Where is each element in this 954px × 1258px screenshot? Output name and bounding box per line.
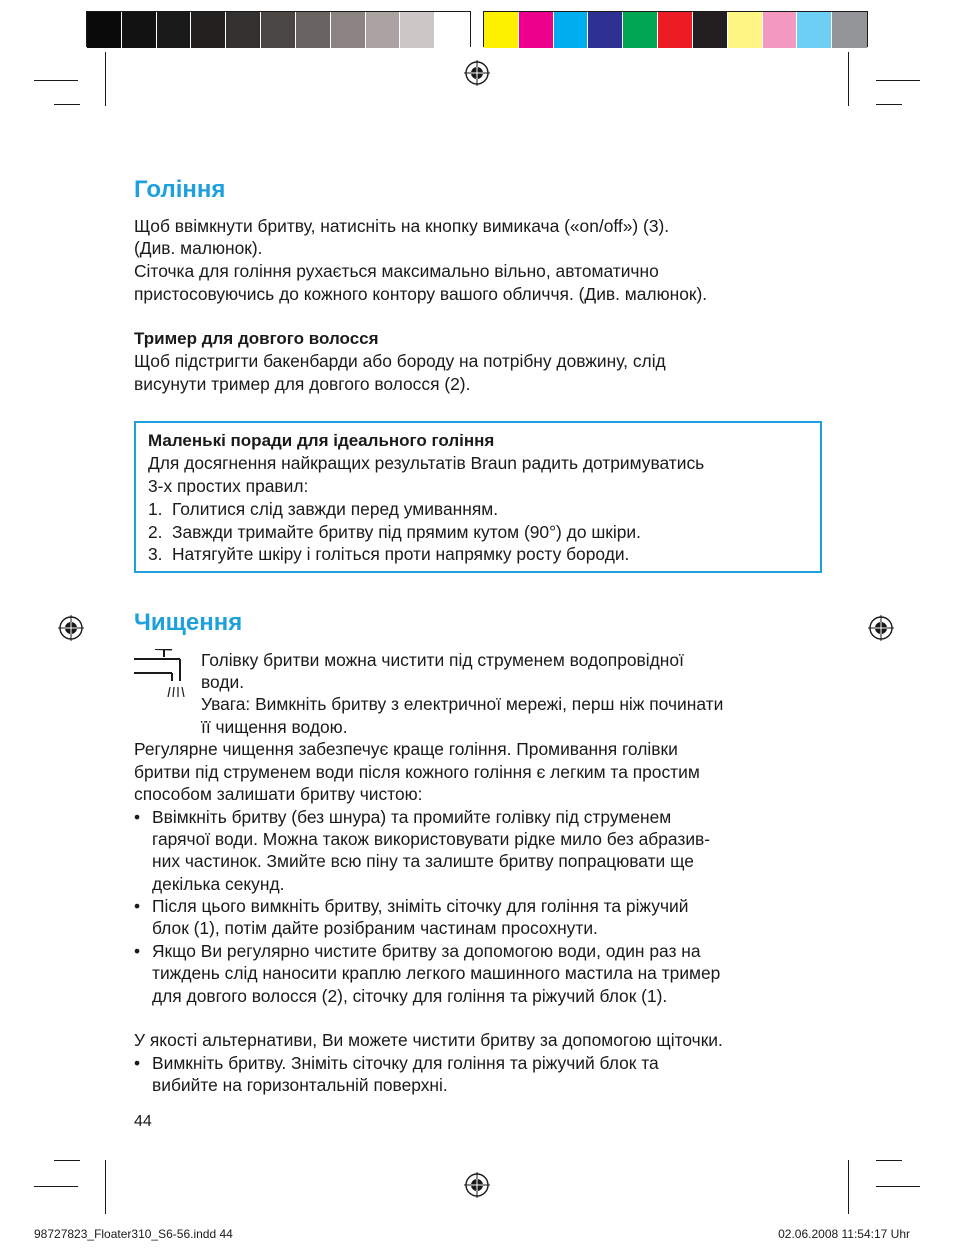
gray-swatch	[157, 12, 192, 48]
registration-mark-icon	[464, 60, 490, 86]
process-colorbar	[483, 11, 868, 47]
gray-swatch	[435, 12, 470, 48]
gray-swatch	[87, 12, 122, 48]
bullet-line: них частинок. Змийте всю піну та залиште бритву попрацювати ще	[152, 851, 694, 871]
bullet-line: вибийте на горизонтальній поверхні.	[152, 1075, 448, 1095]
paragraph-line: її чищення водою.	[201, 717, 348, 737]
paragraph-line: Увага: Вимкніть бритву з електричної мережі, перш ніж починати	[201, 694, 724, 714]
bullet-line: Ввімкніть бритву (без шнура) та промийте голівку під струменем	[152, 807, 672, 827]
color-swatch	[519, 12, 554, 48]
color-swatch	[554, 12, 589, 48]
paragraph-line: бритви під струменем води після кожного гоління є легким та простим	[134, 762, 700, 782]
tips-item-text: Голитися слід завжди перед умиванням.	[172, 499, 499, 519]
paragraph-line: води.	[201, 672, 245, 692]
color-swatch	[484, 12, 519, 48]
tips-item-text: Завжди тримайте бритву під прямим кутом (90°) до шкіри.	[172, 522, 641, 542]
tips-line: Для досягнення найкращих результатів Braun радить дотримуватись	[148, 453, 705, 473]
gray-swatch	[226, 12, 261, 48]
color-swatch	[797, 12, 832, 48]
gray-swatch	[296, 12, 331, 48]
gray-swatch	[400, 12, 435, 48]
water-tap-icon	[134, 649, 188, 705]
bullet-line: Вимкніть бритву. Зніміть сіточку для гоління та ріжучий блок та	[152, 1053, 659, 1073]
color-swatch	[693, 12, 728, 48]
bullet-line: блок (1), потім дайте розібраним частинам просохнути.	[152, 918, 598, 938]
tips-heading: Маленькі поради для ідеального гоління	[148, 431, 495, 450]
section-title-shaving: Гоління	[134, 176, 226, 203]
registration-mark-icon	[464, 1172, 490, 1198]
footer-date-info: 02.06.2008 11:54:17 Uhr	[778, 1227, 910, 1241]
color-swatch	[728, 12, 763, 48]
paragraph-line: Щоб ввімкнути бритву, натисніть на кнопку вимикача («on/off») (3).	[134, 216, 670, 236]
bullet-glyph: •	[134, 807, 141, 827]
paragraph-line: пристосовуючись до кожного контору вашого обличчя. (Див. малюнок).	[134, 284, 708, 304]
bullet-line: тиждень слід наносити краплю легкого машинного мастила на тример	[152, 963, 721, 983]
paragraph-line: (Див. малюнок).	[134, 238, 263, 258]
color-swatch	[588, 12, 623, 48]
footer-file-info: 98727823_Floater310_S6-56.indd 44	[34, 1227, 233, 1241]
grayscale-colorbar	[86, 11, 471, 47]
paragraph-line: Щоб підстригти бакенбарди або бороду на потрібну довжину, слід	[134, 351, 666, 371]
color-swatch	[623, 12, 658, 48]
paragraph-line: висунути тример для довгого волосся (2).	[134, 374, 471, 394]
bullet-glyph: •	[134, 896, 141, 916]
section-title-cleaning: Чищення	[134, 609, 243, 636]
page-number: 44	[134, 1113, 152, 1130]
tips-line: 3-х простих правил:	[148, 476, 309, 496]
bullet-glyph: •	[134, 1053, 141, 1073]
paragraph-line: Сіточка для гоління рухається максимально вільно, автоматично	[134, 261, 659, 281]
paragraph-line: Регулярне чищення забезпечує краще гоління. Промивання голівки	[134, 739, 678, 759]
subheading-trimmer: Тример для довгого волосся	[134, 329, 379, 348]
tips-item-number: 1.	[148, 499, 163, 519]
gray-swatch	[191, 12, 226, 48]
paragraph-line: способом залишати бритву чистою:	[134, 784, 423, 804]
bullet-line: Якщо Ви регулярно чистите бритву за допомогою води, один раз на	[152, 941, 701, 961]
paragraph-line: У якості альтернативи, Ви можете чистити бритву за допомогою щіточки.	[134, 1030, 723, 1050]
bullet-glyph: •	[134, 941, 141, 961]
bullet-line: декілька секунд.	[152, 874, 285, 894]
registration-mark-icon	[58, 615, 84, 641]
color-swatch	[658, 12, 693, 48]
bullet-line: Після цього вимкніть бритву, зніміть сіточку для гоління та ріжучий	[152, 896, 689, 916]
tips-item-text: Натягуйте шкіру і голіться проти напрямку росту бороди.	[172, 544, 630, 564]
paragraph-line: Голівку бритви можна чистити під струменем водопровідної	[201, 650, 684, 670]
gray-swatch	[122, 12, 157, 48]
bullet-line: для довгого волосся (2), сіточку для гоління та ріжучий блок (1).	[152, 986, 668, 1006]
registration-mark-icon	[868, 615, 894, 641]
color-swatch	[832, 12, 867, 48]
color-swatch	[763, 12, 798, 48]
gray-swatch	[261, 12, 296, 48]
gray-swatch	[366, 12, 401, 48]
tips-item-number: 2.	[148, 522, 163, 542]
bullet-line: гарячої води. Можна також використовувати рідке мило без абразив-	[152, 829, 711, 849]
tips-item-number: 3.	[148, 544, 163, 564]
gray-swatch	[331, 12, 366, 48]
